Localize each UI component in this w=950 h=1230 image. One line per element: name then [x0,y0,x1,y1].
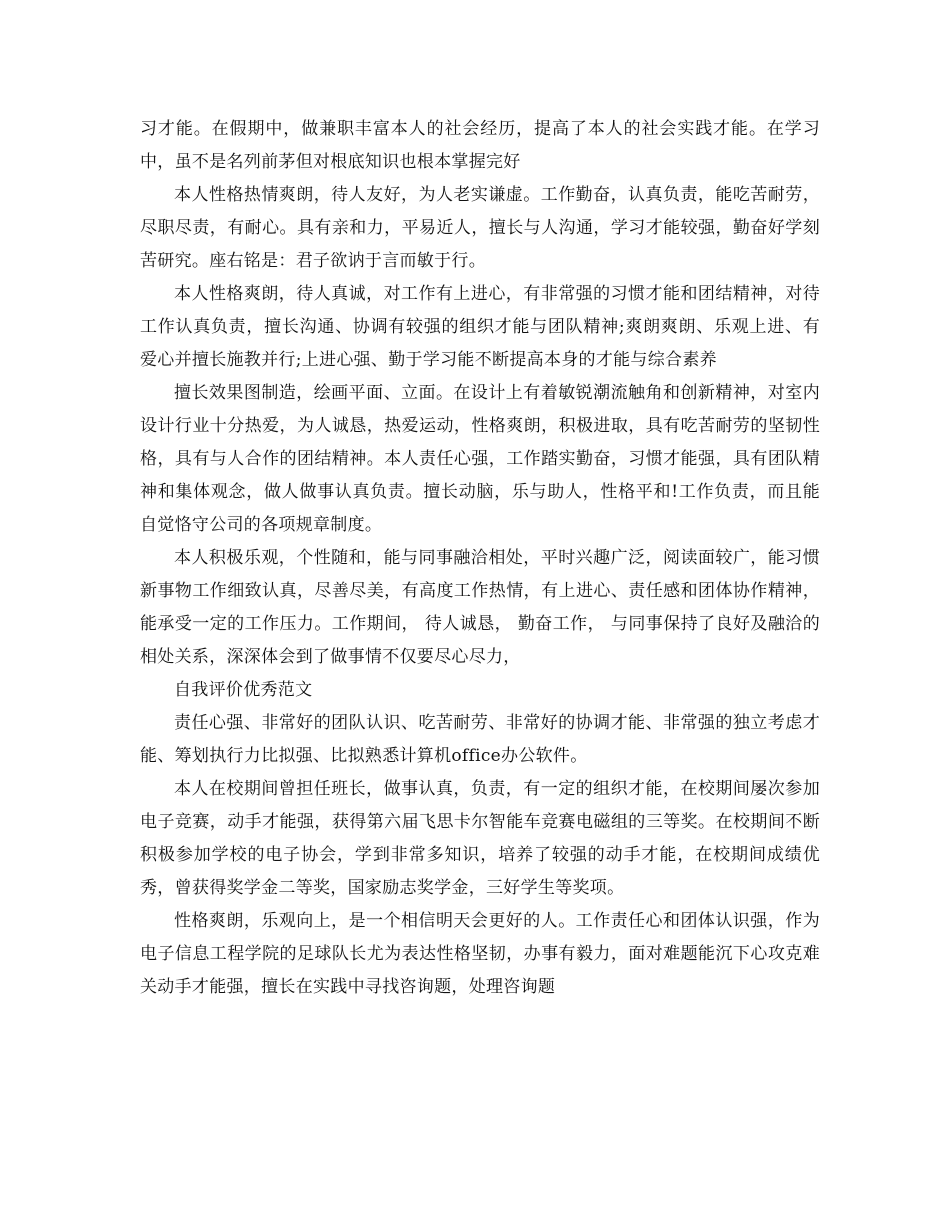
paragraph-5: 本人积极乐观，个性随和，能与同事融洽相处，平时兴趣广泛，阅读面较广，能习惯新事物工作细致认真，尽善尽美，有高度工作热情，有上进心、责任感和团体协作精神，能承受一定的工作压力。工作期间， 待人诚恳， 勤奋工作， 与同事保持了良好及融洽的相处关系，深深体会到了做事情不仅要尽心尽力， [140,548,820,667]
document-body [140,113,820,1004]
paragraph-2: 本人性格热情爽朗，待人友好，为人老实谦虚。工作勤奋，认真负责，能吃苦耐劳，尽职尽责，有耐心。具有亲和力，平易近人，擅长与人沟通，学习才能较强，勤奋好学刻苦研究。座右铭是：君子欲讷于言而敏于行。 [140,185,820,271]
section-heading: 自我评价优秀范文 [174,680,313,700]
paragraph-7: 责任心强、非常好的团队认识、吃苦耐劳、非常好的协调才能、非常强的独立考虑才能、筹划执行力比拟强、比拟熟悉计算机office办公软件。 [140,713,820,766]
paragraph-9: 性格爽朗，乐观向上，是一个相信明天会更好的人。工作责任心和团体认识强，作为电子信息工程学院的足球队长尤为表达性格坚韧，办事有毅力，面对难题能沉下心攻克难关动手才能强，擅长在实践中寻找咨询题，处理咨询题 [140,911,820,997]
paragraph-8: 本人在校期间曾担任班长，做事认真，负责，有一定的组织才能，在校期间屡次参加电子竞赛，动手才能强，获得第六届飞思卡尔智能车竞赛电磁组的三等奖。在校期间不断积极参加学校的电子协会，学到非常多知识，培养了较强的动手才能，在校期间成绩优秀，曾获得奖学金二等奖，国家励志奖学金，三好学生等奖项。 [140,779,820,898]
paragraph-1: 习才能。在假期中，做兼职丰富本人的社会经历，提高了本人的社会实践才能。在学习中，虽不是名列前茅但对根底知识也根本掌握完好 [140,119,820,172]
paragraph-4: 擅长效果图制造，绘画平面、立面。在设计上有着敏锐潮流触角和创新精神，对室内设计行业十分热爱，为人诚恳，热爱运动，性格爽朗，积极进取，具有吃苦耐劳的坚韧性格，具有与人合作的团结精神。本人责任心强，工作踏实勤奋，习惯才能强，具有团队精神和集体观念，做人做事认真负责。擅长动脑，乐与助人，性格平和!工作负责，而且能自觉恪守公司的各项规章制度。 [140,383,820,535]
paragraph-3: 本人性格爽朗，待人真诚，对工作有上进心，有非常强的习惯才能和团结精神，对待工作认真负责，擅长沟通、协调有较强的组织才能与团队精神;爽朗爽朗、乐观上进、有爱心并擅长施教并行;上进心强、勤于学习能不断提高本身的才能与综合素养 [140,284,820,370]
